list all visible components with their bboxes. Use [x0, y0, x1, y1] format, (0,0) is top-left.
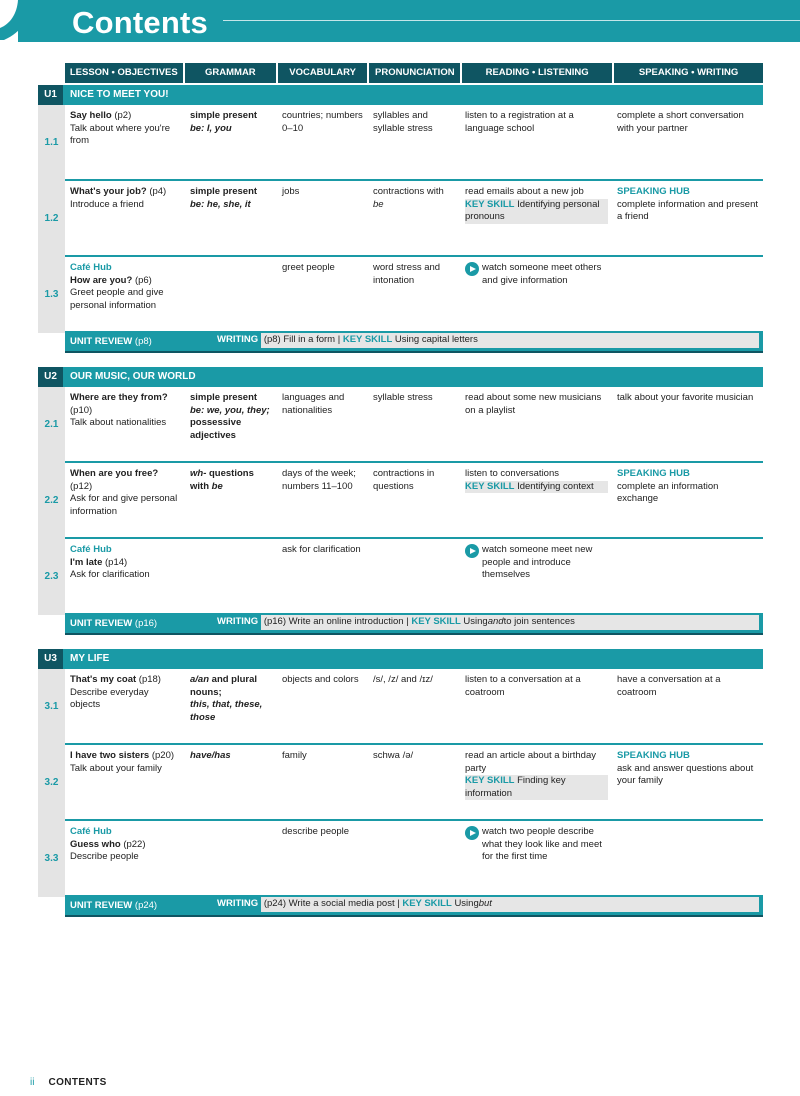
- lesson-page: (p12): [70, 480, 93, 492]
- key-skill-box: [465, 775, 608, 800]
- unit-review-bar: [65, 897, 763, 917]
- grammar-text: nouns;: [190, 686, 222, 698]
- lesson-number: 2.1: [38, 387, 65, 463]
- unit-code: U2: [38, 367, 63, 387]
- key-skill-text: and: [487, 616, 504, 628]
- lesson-objective: Talk about your family: [70, 762, 162, 774]
- lesson-cell: [65, 821, 185, 895]
- lesson-objective: Describe everyday objects: [70, 686, 149, 711]
- col-header-lesson: LESSON • OBJECTIVES: [65, 63, 183, 83]
- grammar-cell: [185, 669, 277, 743]
- unit-review-page: (p16): [134, 617, 158, 629]
- reading-text: read an article about a birthday party: [465, 750, 596, 774]
- lesson-title: How are you?: [70, 274, 133, 286]
- key-skill-label: KEY SKILL: [402, 898, 452, 910]
- lesson-number: 1.2: [38, 181, 65, 257]
- header-spacer: [38, 63, 65, 83]
- grammar-text: be: [211, 480, 223, 492]
- unit-bar: [38, 367, 763, 387]
- speaking-cell: [612, 463, 763, 537]
- lesson-number: 1.3: [38, 257, 65, 333]
- banner-rule: [223, 20, 800, 21]
- speaking-cell: [612, 745, 763, 819]
- lesson-title: Where are they from?: [70, 392, 168, 403]
- key-skill-text: Finding key information: [465, 775, 566, 799]
- vocabulary-cell: languages and nationalities: [282, 392, 345, 416]
- writing-text: (p8) Fill in a form |: [263, 334, 341, 346]
- grammar-cell: [185, 181, 277, 255]
- lesson-title: What's your job?: [70, 186, 147, 197]
- speaking-cell: talk about your favorite musician: [617, 392, 754, 403]
- writing-label: WRITING: [214, 333, 261, 348]
- speaking-hub-label: SPEAKING HUB: [617, 750, 690, 761]
- page-number: ii: [30, 1077, 35, 1088]
- speaking-cell: complete a short conversation with your partner: [617, 110, 744, 134]
- lesson-title: That's my coat: [70, 674, 137, 685]
- lesson-page: (p14): [105, 556, 128, 568]
- writing-text: (p16) Write an online introduction |: [263, 616, 409, 628]
- lesson-cell: [65, 181, 185, 255]
- col-header-speaking: SPEAKING • WRITING: [614, 63, 763, 83]
- reading-cell: listen to a registration at a language school: [465, 110, 574, 134]
- col-header-grammar: GRAMMAR: [185, 63, 276, 83]
- grammar-text: be: I, you: [190, 122, 232, 134]
- unit-code: U3: [38, 649, 63, 669]
- speaking-hub-label: SPEAKING HUB: [617, 186, 690, 197]
- unit-review-page: (p8): [134, 335, 152, 347]
- unit-code: U1: [38, 85, 63, 105]
- grammar-text: wh-: [190, 468, 207, 479]
- lesson-page: (p18): [138, 674, 161, 685]
- lesson-cell: [65, 257, 185, 331]
- key-skill-box: [465, 199, 608, 224]
- pronunciation-cell: syllable stress: [373, 392, 433, 403]
- pronunciation-cell: /s/, /z/ and /ɪz/: [373, 674, 433, 685]
- unit-review-bar: [65, 615, 763, 635]
- lesson-number: 3.2: [38, 745, 65, 821]
- lesson-cell: [65, 539, 185, 613]
- unit-bar: [38, 649, 763, 669]
- writing-box: [214, 615, 759, 630]
- reading-cell: [460, 745, 612, 819]
- speaking-text: ask and answer questions about your family: [617, 762, 754, 787]
- contents-table: [38, 63, 763, 917]
- grammar-text: with: [190, 480, 212, 492]
- lesson-cell: [65, 669, 185, 743]
- speaking-cell: [612, 821, 763, 895]
- cafe-hub-label: Café Hub: [70, 262, 112, 273]
- grammar-cell: [185, 105, 277, 179]
- speaking-text: complete information and present a friend: [617, 198, 758, 223]
- lesson-cell: [65, 105, 185, 179]
- speaking-cell: have a conversation at a coatroom: [617, 674, 721, 698]
- lesson-number: 1.1: [38, 105, 65, 181]
- writing-box: [214, 897, 759, 912]
- unit-review-page: (p24): [134, 899, 158, 911]
- grammar-text: simple present: [190, 392, 258, 403]
- lesson-cell: [65, 463, 185, 537]
- cafe-hub-label: Café Hub: [70, 544, 112, 555]
- key-skill-label: KEY SKILL: [342, 334, 393, 346]
- cafe-hub-label: Café Hub: [70, 826, 112, 837]
- grammar-text: be: we, you, they;: [190, 404, 270, 416]
- vocabulary-cell: describe people: [282, 826, 350, 837]
- pronunciation-text: contractions with: [373, 186, 444, 197]
- pronunciation-cell: contractions in questions: [373, 468, 435, 492]
- vocabulary-cell: jobs: [282, 186, 300, 197]
- lesson-page: (p10): [70, 404, 93, 416]
- pronunciation-cell: [368, 539, 460, 613]
- lesson-page: (p4): [149, 186, 167, 197]
- lesson-page: (p2): [114, 110, 132, 121]
- lesson-row: [38, 181, 763, 257]
- lesson-objective: Greet people and give personal information: [70, 287, 164, 311]
- vocabulary-cell: countries; numbers 0–10: [282, 110, 363, 134]
- pronunciation-cell: [368, 821, 460, 895]
- video-text: watch two people describe what they look like and meet for the first time: [482, 826, 602, 863]
- lesson-title: I have two sisters: [70, 750, 150, 761]
- writing-text: (p24) Write a social media post |: [263, 898, 400, 910]
- lesson-row: [38, 669, 763, 745]
- lesson-row: [38, 745, 763, 821]
- grammar-cell: [185, 387, 277, 461]
- lesson-row: [38, 105, 763, 181]
- video-text: watch someone meet others and give information: [482, 262, 602, 286]
- grammar-cell: [185, 463, 277, 537]
- lesson-title: Say hello: [70, 110, 112, 121]
- footer-label: CONTENTS: [48, 1077, 107, 1088]
- key-skill-text: Using: [463, 616, 488, 628]
- lesson-number: 3.1: [38, 669, 65, 745]
- corner-arc-decoration: [0, 0, 40, 40]
- lesson-objective: Ask for and give personal information: [70, 493, 178, 517]
- grammar-cell: [185, 821, 277, 895]
- unit-review-bar: [65, 333, 763, 353]
- lesson-row: [38, 821, 763, 897]
- speaking-cell: [612, 181, 763, 255]
- pronunciation-cell: syllables and syllable stress: [373, 110, 433, 134]
- title-banner: [18, 0, 800, 42]
- key-skill-label: KEY SKILL: [465, 775, 515, 787]
- lesson-objective: Ask for clarification: [70, 569, 150, 581]
- speaking-hub-label: SPEAKING HUB: [617, 468, 690, 479]
- key-skill-box: [465, 481, 608, 494]
- play-icon: [465, 826, 479, 840]
- key-skill-text: Identifying personal pronouns: [465, 198, 600, 223]
- lesson-title: I'm late: [70, 556, 103, 568]
- vocabulary-cell: greet people: [282, 262, 335, 273]
- col-header-pronunciation: PRONUNCIATION: [369, 63, 460, 83]
- lesson-row: [38, 463, 763, 539]
- key-skill-text: but: [478, 898, 492, 910]
- speaking-text: complete an information exchange: [617, 480, 719, 505]
- writing-label: WRITING: [214, 897, 261, 912]
- key-skill-text: Using: [454, 898, 479, 910]
- unit-name: MY LIFE: [70, 653, 110, 665]
- unit-review: [65, 333, 212, 351]
- lesson-number: 2.3: [38, 539, 65, 615]
- grammar-text: be: he, she, it: [190, 198, 251, 210]
- vocabulary-cell: days of the week; numbers 11–100: [282, 468, 356, 492]
- key-skill-label: KEY SKILL: [411, 616, 461, 628]
- lesson-objective: Introduce a friend: [70, 198, 144, 210]
- lesson-title: Guess who: [70, 838, 121, 850]
- grammar-cell: [185, 539, 277, 613]
- lesson-row: [38, 257, 763, 333]
- play-icon: [465, 544, 479, 558]
- vocabulary-cell: family: [282, 750, 307, 761]
- grammar-text: possessive adjectives: [190, 417, 242, 441]
- pronunciation-cell: word stress and intonation: [373, 262, 441, 286]
- page-title: Contents: [72, 5, 208, 40]
- unit-bar: [38, 85, 763, 105]
- lesson-page: (p6): [134, 274, 152, 286]
- lesson-title: When are you free?: [70, 468, 159, 479]
- grammar-text: and plural: [209, 674, 258, 685]
- unit-review: [65, 897, 212, 915]
- col-header-vocabulary: VOCABULARY: [278, 63, 368, 83]
- writing-label: WRITING: [214, 615, 261, 630]
- reading-cell: read about some new musicians on a playlist: [465, 392, 602, 416]
- grammar-cell: [185, 257, 277, 331]
- key-skill-label: KEY SKILL: [465, 198, 515, 210]
- key-skill-text: to join sentences: [503, 616, 575, 628]
- unit-review-label: UNIT REVIEW: [70, 335, 133, 347]
- reading-text: listen to conversations: [465, 468, 559, 479]
- lesson-page: (p20): [151, 750, 175, 761]
- writing-box: [214, 333, 759, 348]
- speaking-cell: [612, 257, 763, 331]
- key-skill-text: Identifying context: [517, 480, 594, 492]
- reading-text: read emails about a new job: [465, 186, 584, 197]
- key-skill-label: KEY SKILL: [465, 480, 515, 492]
- grammar-cell: [185, 745, 277, 819]
- unit-review: [65, 615, 212, 633]
- unit-review-label: UNIT REVIEW: [70, 899, 133, 911]
- reading-cell: [460, 539, 612, 613]
- unit-name: OUR MUSIC, OUR WORLD: [70, 371, 196, 383]
- lesson-number: 2.2: [38, 463, 65, 539]
- lesson-cell: [65, 387, 185, 461]
- column-header-row: [38, 63, 763, 83]
- lesson-objective: Talk about where you're from: [70, 122, 171, 147]
- page-footer: [30, 1076, 107, 1089]
- grammar-text: a/an: [190, 674, 210, 685]
- col-header-reading: READING • LISTENING: [462, 63, 612, 83]
- reading-cell: [460, 257, 612, 331]
- video-text: watch someone meet new people and introduce themselves: [482, 544, 593, 581]
- grammar-text: simple present: [190, 110, 258, 121]
- reading-cell: [460, 463, 612, 537]
- vocabulary-cell: ask for clarification: [282, 544, 361, 555]
- grammar-text: have/has: [190, 750, 231, 761]
- speaking-cell: [612, 539, 763, 613]
- play-icon: [465, 262, 479, 276]
- reading-cell: [460, 821, 612, 895]
- unit-review-label: UNIT REVIEW: [70, 617, 133, 629]
- lesson-row: [38, 539, 763, 615]
- lesson-number: 3.3: [38, 821, 65, 897]
- grammar-text: simple present: [190, 186, 258, 197]
- reading-cell: [460, 181, 612, 255]
- lesson-page: (p22): [123, 838, 146, 850]
- lesson-objective: Describe people: [70, 851, 139, 863]
- pronunciation-cell: [368, 181, 460, 255]
- pronunciation-cell: schwa /ə/: [373, 750, 414, 761]
- pronunciation-text: be: [373, 198, 384, 210]
- reading-cell: listen to a conversation at a coatroom: [465, 674, 581, 698]
- unit-name: NICE TO MEET YOU!: [70, 89, 169, 101]
- lesson-cell: [65, 745, 185, 819]
- grammar-text: this, that, these, those: [190, 699, 263, 723]
- vocabulary-cell: objects and colors: [282, 674, 359, 685]
- lesson-row: [38, 387, 763, 463]
- key-skill-text: Using capital letters: [394, 334, 478, 346]
- lesson-objective: Talk about nationalities: [70, 417, 167, 429]
- grammar-text: questions: [206, 468, 254, 479]
